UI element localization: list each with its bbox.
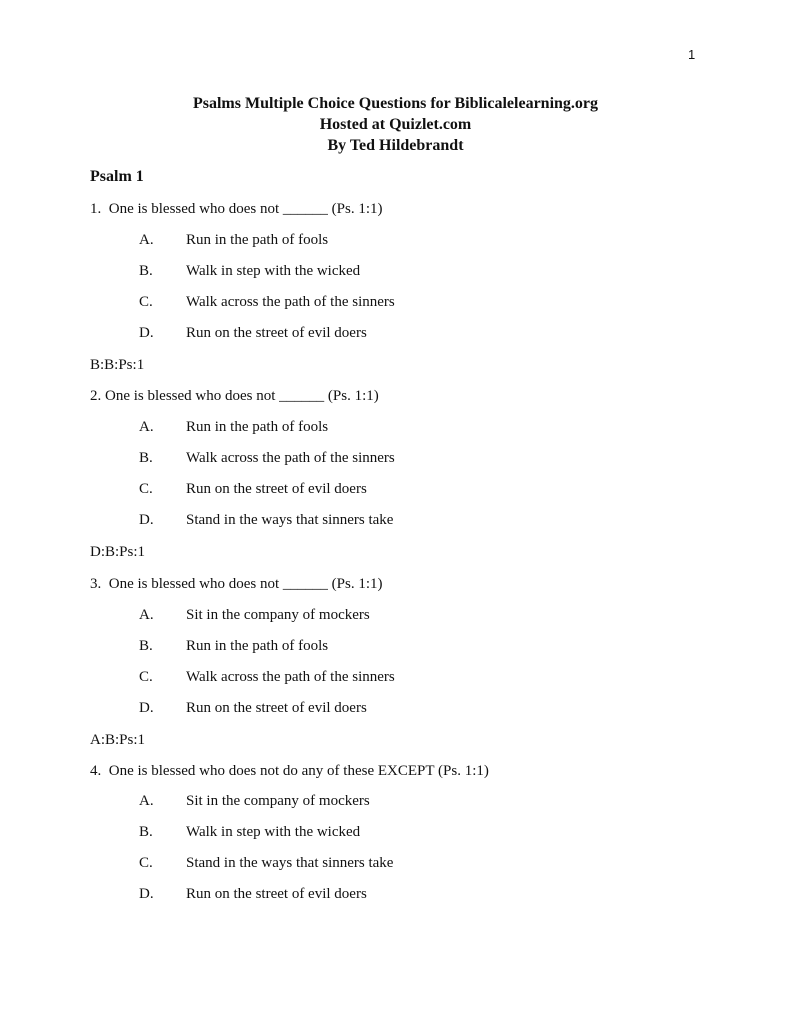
option-text: Run on the street of evil doers (186, 886, 367, 902)
header-host: Hosted at Quizlet.com (319, 116, 472, 133)
option-letter: D. (139, 325, 154, 341)
option-letter: B. (139, 263, 153, 279)
option-letter: A. (139, 793, 154, 809)
option-text: Walk in step with the wicked (186, 824, 361, 840)
option-letter: A. (139, 607, 154, 623)
option-letter: B. (139, 824, 153, 840)
option-letter: C. (139, 294, 153, 310)
answer-key: A:B:Ps:1 (90, 732, 146, 748)
option-text: Sit in the company of mockers (186, 607, 370, 623)
option-letter: A. (139, 232, 154, 248)
option-text: Run on the street of evil doers (186, 481, 367, 497)
question-text: 3. One is blessed who does not ______ (Ps. 1:1) (90, 576, 383, 592)
option-text: Walk across the path of the sinners (186, 669, 395, 685)
option-text: Run on the street of evil doers (186, 325, 367, 341)
option-letter: C. (139, 481, 153, 497)
answer-key: D:B:Ps:1 (90, 544, 146, 560)
option-letter: D. (139, 512, 154, 528)
option-text: Run on the street of evil doers (186, 700, 367, 716)
option-letter: D. (139, 700, 154, 716)
answer-key: B:B:Ps:1 (90, 357, 145, 373)
section-title: Psalm 1 (90, 168, 144, 185)
document-header (0, 93, 791, 156)
header-title: Psalms Multiple Choice Questions for Biblicalelearning.org (192, 95, 599, 112)
question-text: 4. One is blessed who does not do any of these EXCEPT (Ps. 1:1) (90, 763, 489, 779)
option-letter: B. (139, 638, 153, 654)
option-letter: A. (139, 419, 154, 435)
option-letter: C. (139, 669, 153, 685)
option-text: Sit in the company of mockers (186, 793, 370, 809)
option-text: Run in the path of fools (186, 232, 329, 248)
page-number: 1 (688, 47, 696, 62)
header-author: By Ted Hildebrandt (327, 137, 464, 154)
option-text: Walk across the path of the sinners (186, 294, 395, 310)
option-text: Run in the path of fools (186, 638, 329, 654)
question-text: 1. One is blessed who does not ______ (Ps. 1:1) (90, 201, 383, 217)
option-text: Walk in step with the wicked (186, 263, 361, 279)
option-letter: B. (139, 450, 153, 466)
option-text: Walk across the path of the sinners (186, 450, 395, 466)
question-text: 2. One is blessed who does not ______ (Ps. 1:1) (90, 388, 379, 404)
option-text: Stand in the ways that sinners take (186, 855, 394, 871)
option-letter: C. (139, 855, 153, 871)
option-text: Stand in the ways that sinners take (186, 512, 394, 528)
option-letter: D. (139, 886, 154, 902)
option-text: Run in the path of fools (186, 419, 329, 435)
